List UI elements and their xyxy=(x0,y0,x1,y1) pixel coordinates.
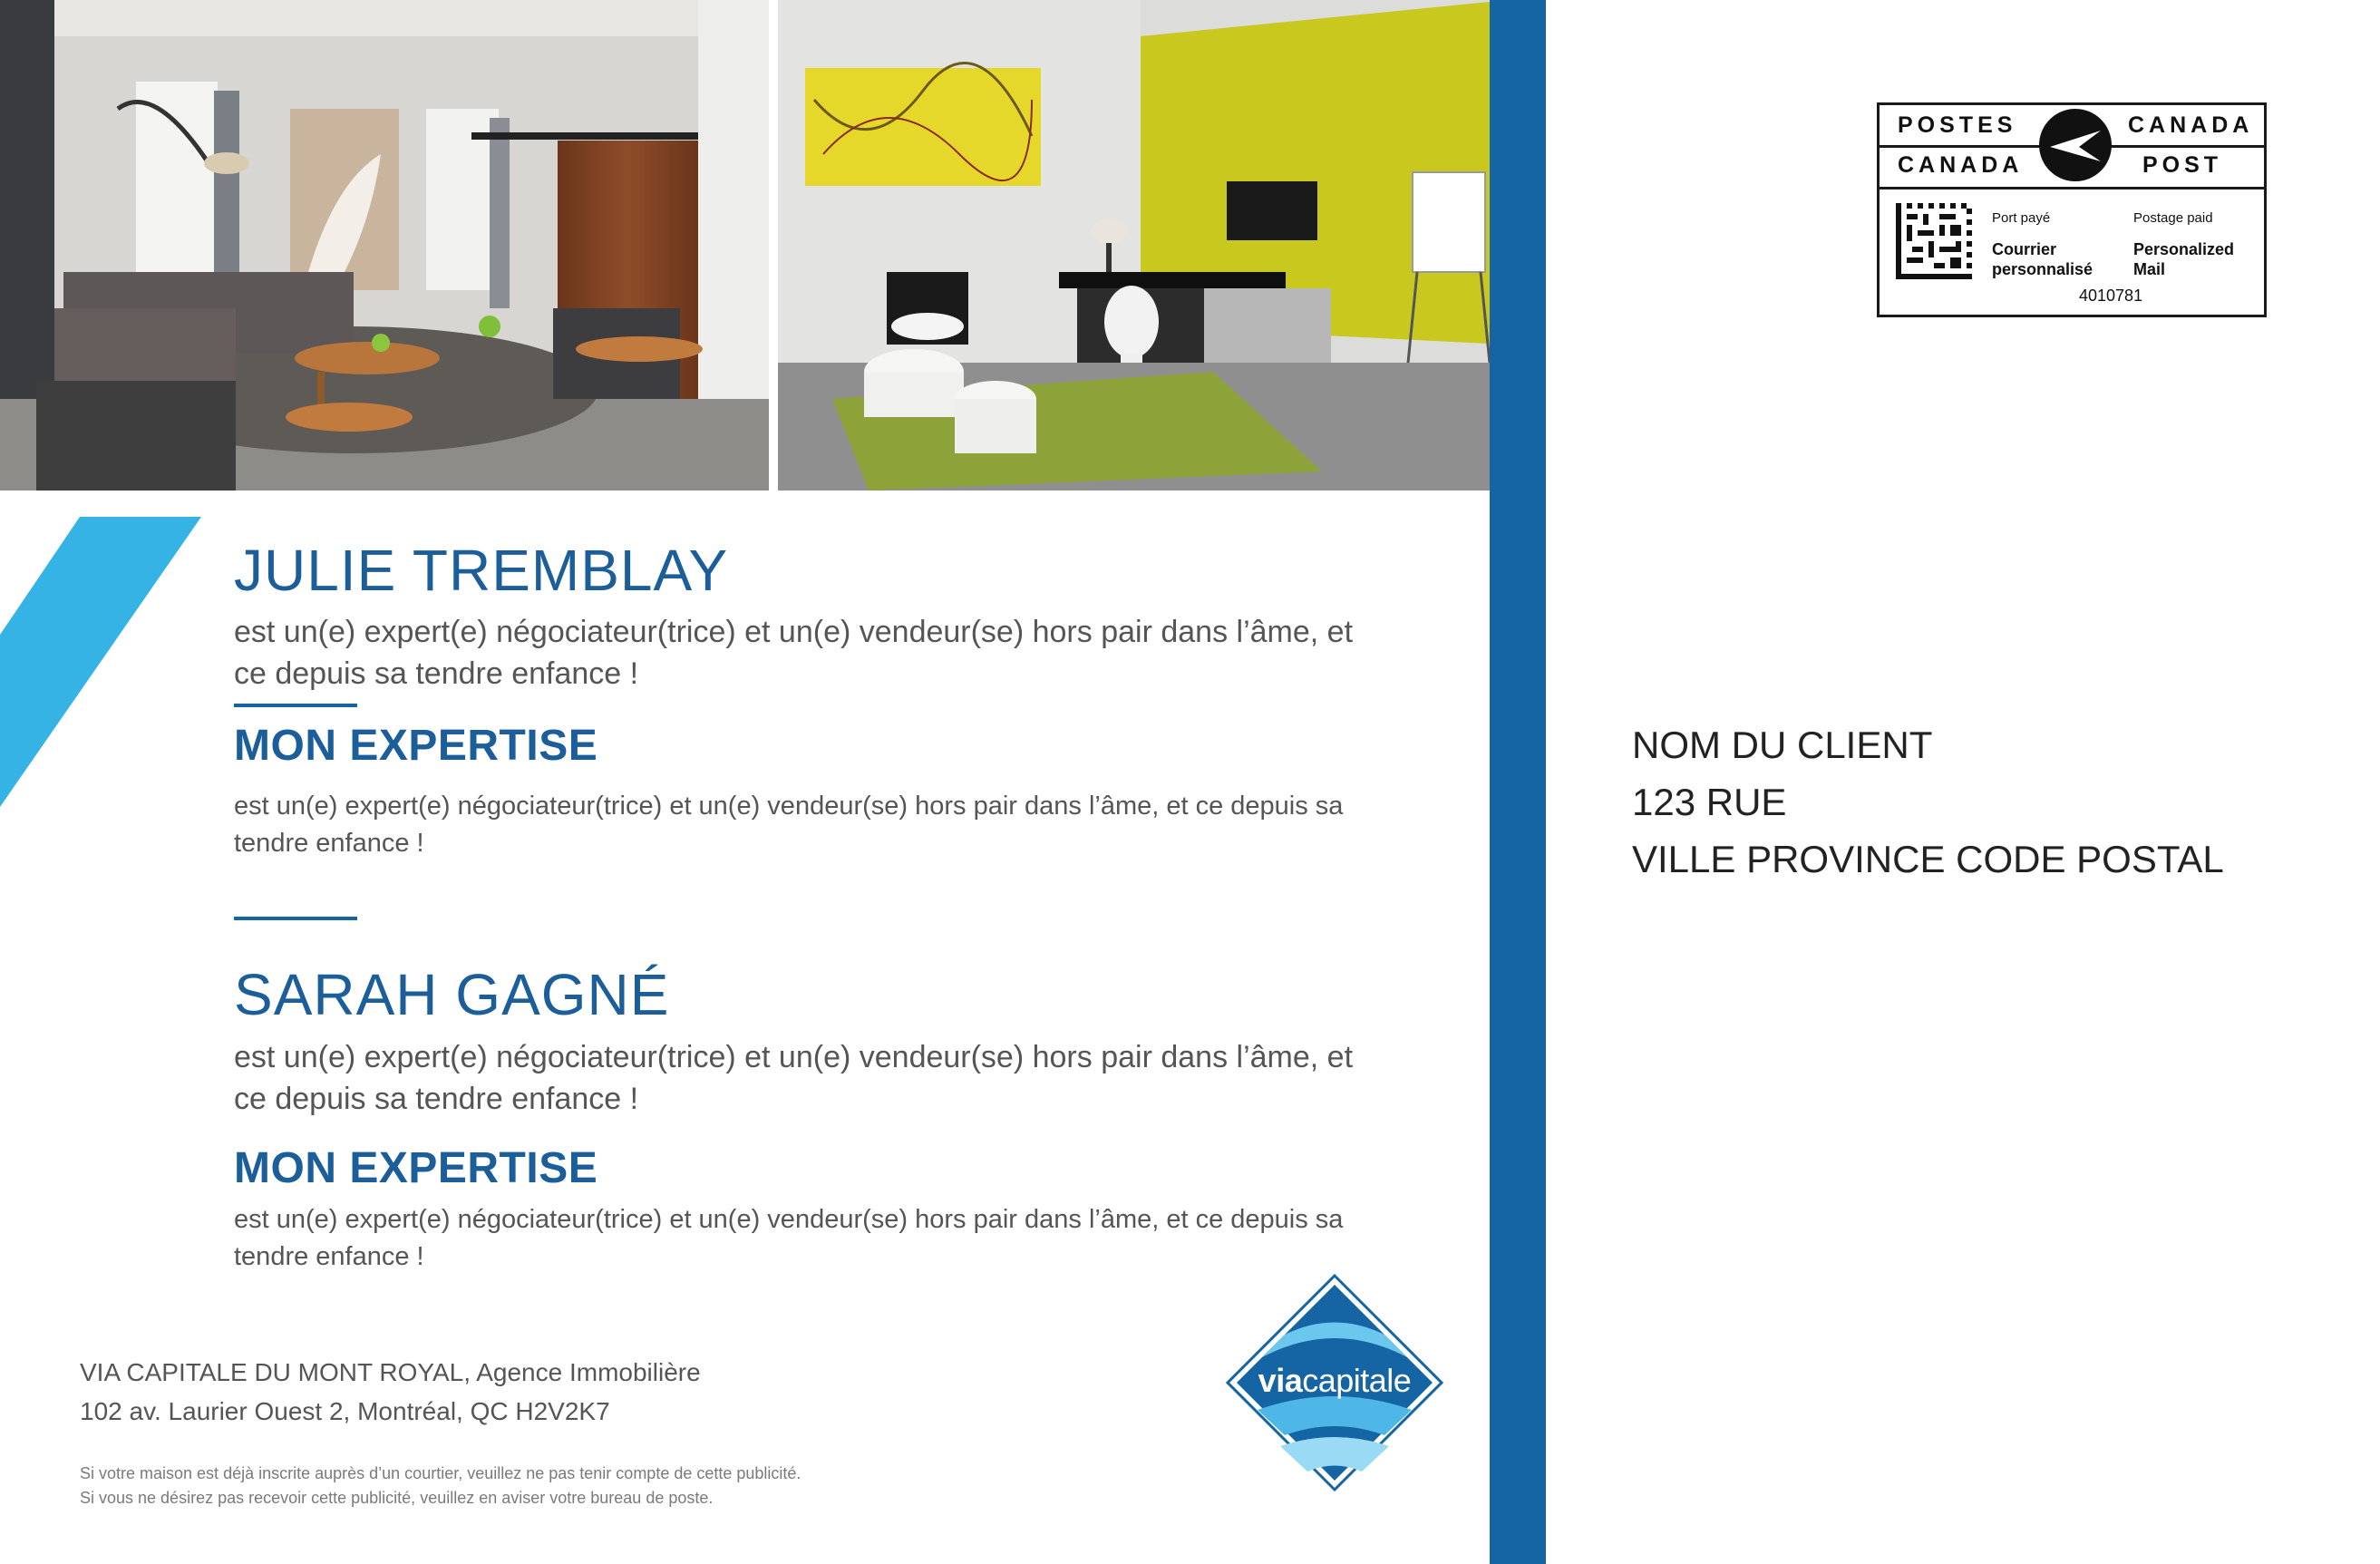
stamp-postes: POSTES xyxy=(1898,112,2017,138)
agency-address: 102 av. Laurier Ouest 2, Montréal, QC H2V2K7 xyxy=(80,1397,610,1425)
stamp-canada-bottom: CANADA xyxy=(1898,152,2024,178)
logo-text-via: via xyxy=(1258,1362,1303,1399)
viacapitale-logo xyxy=(1226,1274,1443,1491)
datamatrix-code-icon xyxy=(1896,203,1972,279)
section-divider xyxy=(234,917,357,920)
office-photo xyxy=(778,0,1508,491)
disclaimer-line2: Si vous ne désirez pas recevoir cette publicité, veuillez en aviser votre bureau de poste. xyxy=(80,1489,714,1507)
agent1-expertise-heading: MON EXPERTISE xyxy=(234,722,598,770)
recipient-street: 123 RUE xyxy=(1632,781,1787,823)
stamp-personalized-mail: Personalized Mail xyxy=(2133,240,2235,278)
agent2-lead: est un(e) expert(e) négociateur(trice) et un(e) vendeur(se) hors pair dans l’âme, et ce depuis sa tendre enfance ! xyxy=(234,1040,1354,1116)
blue-divider-band xyxy=(1490,0,1546,1564)
agent2-expertise-heading: MON EXPERTISE xyxy=(234,1144,598,1192)
stamp-port-paye: Port payé xyxy=(1992,210,2051,226)
agent1-expertise-text: est un(e) expert(e) négociateur(trice) et un(e) vendeur(se) hors pair dans l’âme, et ce depuis sa tendre enfance ! xyxy=(234,792,1344,858)
stamp-postage-paid: Postage paid xyxy=(2133,210,2213,226)
stamp-courrier-personnalise: Courrier personnalisé xyxy=(1992,240,2093,278)
postage-indicia xyxy=(1877,102,2267,317)
agency-type: Agence Immobilière xyxy=(471,1358,701,1386)
agent1-name: JULIE TREMBLAY xyxy=(234,538,729,603)
agent1-lead: est un(e) expert(e) négociateur(trice) et un(e) vendeur(se) hors pair dans l’âme, et ce depuis sa tendre enfance ! xyxy=(234,615,1354,691)
disclaimer-line1: Si votre maison est déjà inscrite auprès d’un courtier, veuillez ne pas tenir compte de cette publicité. xyxy=(80,1464,801,1482)
accent-stripe xyxy=(0,517,201,807)
living-room-photo xyxy=(0,0,769,491)
stamp-post: POST xyxy=(2142,152,2223,178)
logo-text-capitale: capitale xyxy=(1302,1362,1412,1399)
canada-post-logo-icon xyxy=(2037,107,2113,183)
agency-name-line xyxy=(80,1358,701,1387)
agency-name: VIA CAPITALE DU MONT ROYAL, xyxy=(80,1358,471,1386)
stamp-canada-top: CANADA xyxy=(2128,112,2254,138)
stamp-number: 4010781 xyxy=(2079,287,2143,305)
agent1-divider xyxy=(234,704,357,707)
recipient-name: NOM DU CLIENT xyxy=(1632,724,1933,766)
recipient-city-line: VILLE PROVINCE CODE POSTAL xyxy=(1632,838,2224,880)
agent2-expertise-text: est un(e) expert(e) négociateur(trice) et un(e) vendeur(se) hors pair dans l’âme, et ce depuis sa tendre enfance ! xyxy=(234,1205,1344,1271)
agent2-name: SARAH GAGNÉ xyxy=(234,962,670,1027)
